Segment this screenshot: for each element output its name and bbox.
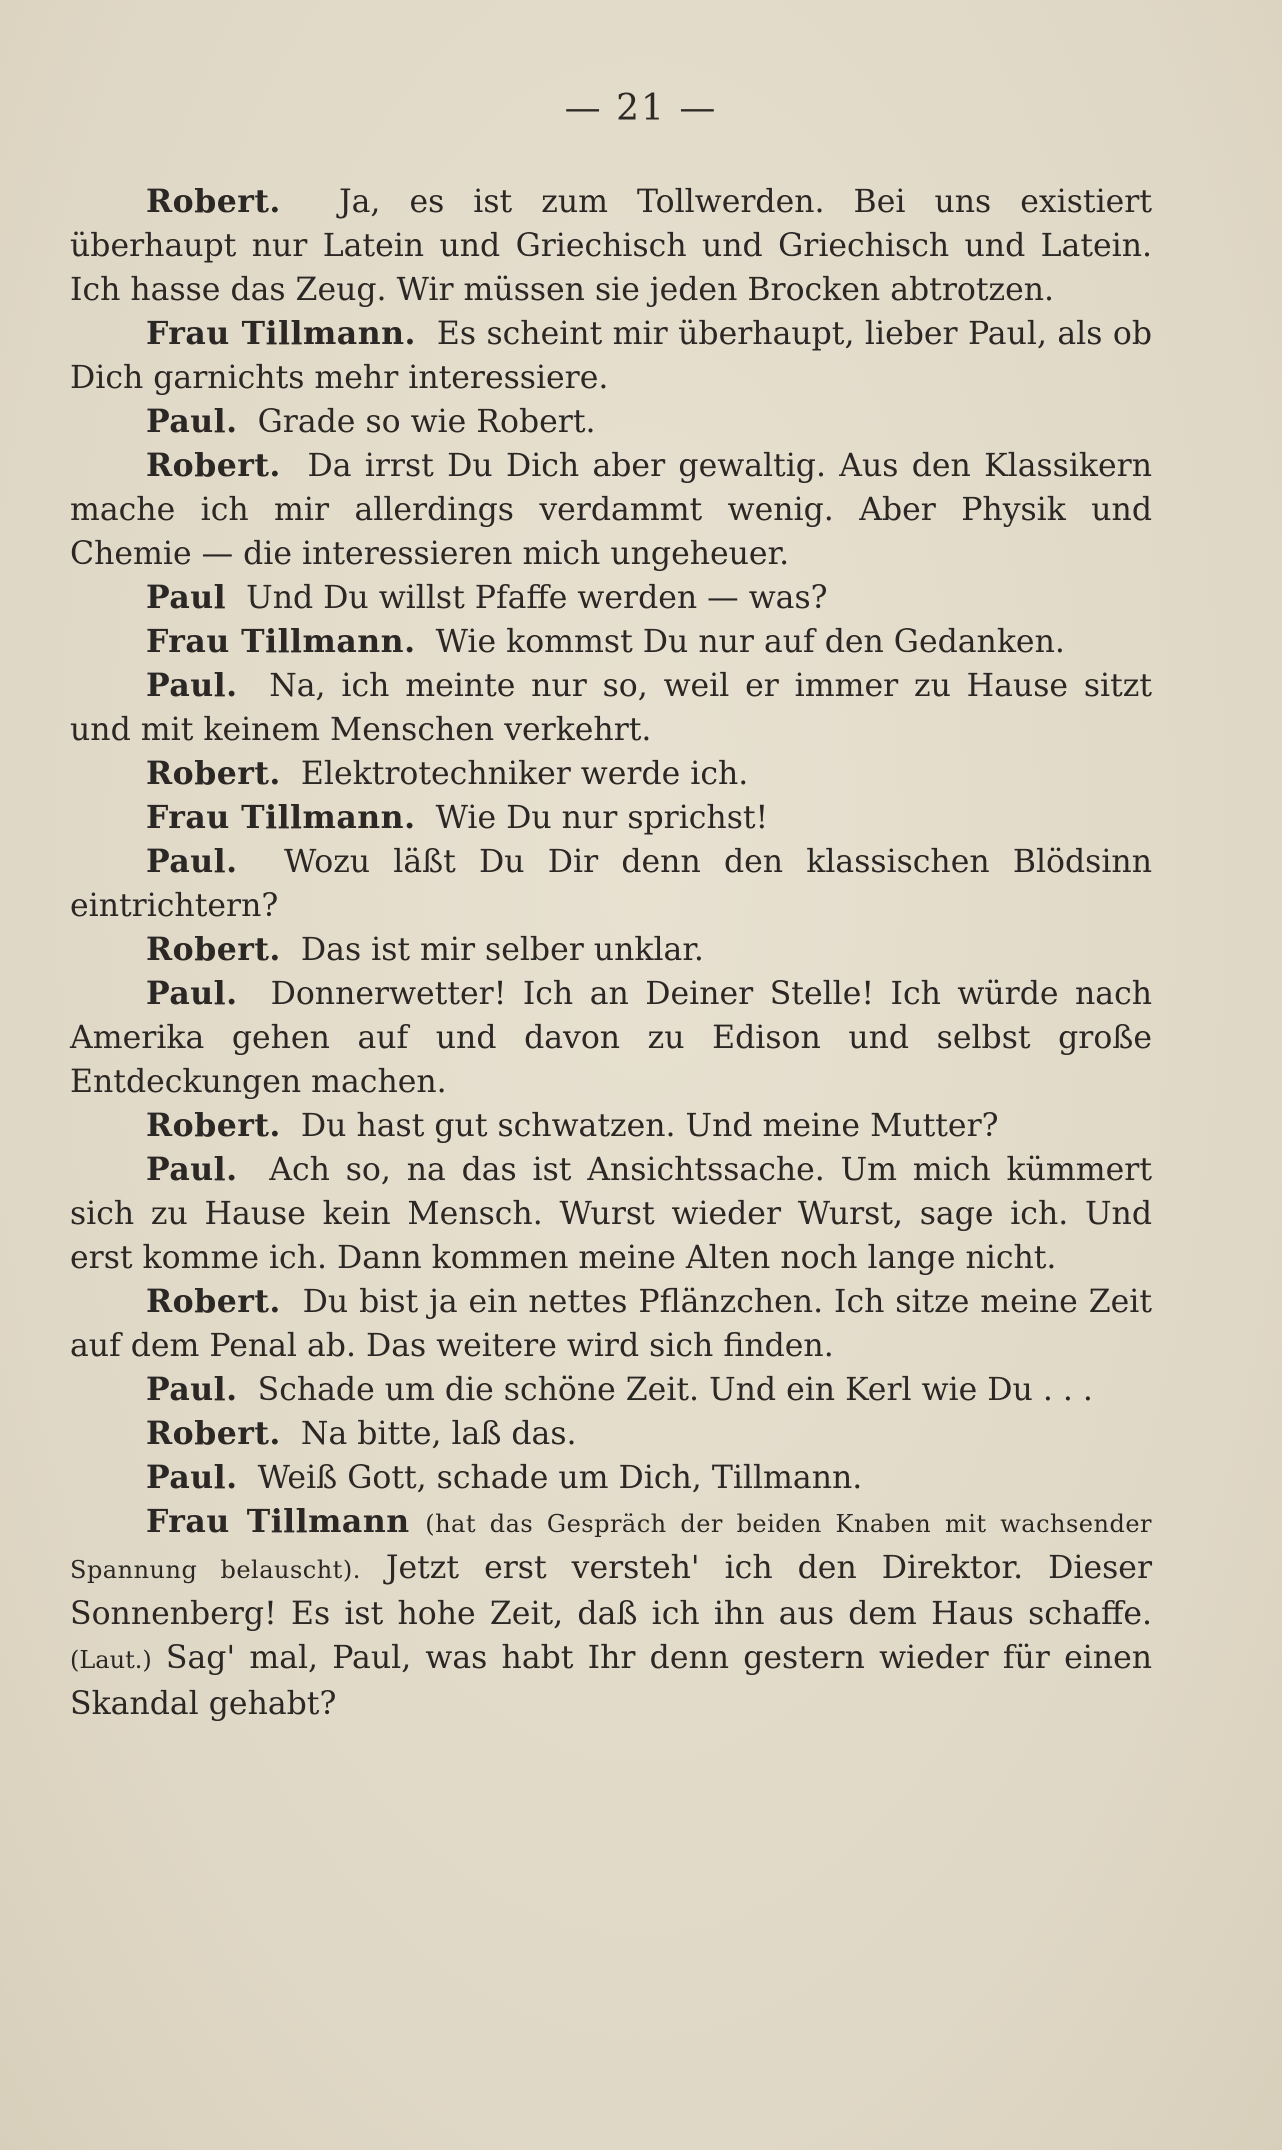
speaker-name: Frau Tillmann.	[146, 799, 416, 836]
speaker-name: Robert.	[146, 447, 281, 484]
dialogue-text: Schade um die schöne Zeit. Und ein Kerl wie Du . . .	[257, 1372, 1093, 1408]
play-text	[70, 180, 1152, 1726]
dialogue-line	[70, 444, 1152, 576]
speaker-name: Frau Tillmann	[146, 1503, 410, 1540]
speaker-name: Robert.	[146, 755, 281, 792]
dialogue-text: Wozu läßt Du Dir denn den klassischen Blödsinn eintrichtern?	[70, 844, 1152, 924]
dialogue-text: Das ist mir selber unklar.	[300, 932, 704, 968]
dialogue-text: Sag' mal, Paul, was habt Ihr denn gestern wieder für einen Skandal gehabt?	[70, 1640, 1152, 1722]
dialogue-text: Es scheint mir überhaupt, lieber Paul, als ob Dich garnichts mehr interessiere.	[70, 316, 1152, 396]
dialogue-text: Elektrotechniker werde ich.	[300, 756, 749, 792]
dialogue-line	[70, 840, 1152, 928]
dialogue-text: Wie kommst Du nur auf den Gedanken.	[435, 624, 1065, 660]
dialogue-text: Jetzt erst versteh' ich den Direktor. Dieser Sonnenberg! Es ist hohe Zeit, daß ich ihn aus dem Haus schaffe.	[70, 1550, 1153, 1632]
dialogue-line	[70, 620, 1152, 664]
dialogue-line	[70, 312, 1152, 400]
speaker-name: Paul.	[146, 975, 238, 1012]
dialogue-text: Du hast gut schwatzen. Und meine Mutter?	[300, 1108, 999, 1144]
dialogue-text: Du bist ja ein nettes Pflänzchen. Ich sitze meine Zeit auf dem Penal ab. Das weitere wird sich finden.	[70, 1284, 1152, 1364]
dialogue-line	[70, 1280, 1152, 1368]
speaker-name: Paul.	[146, 1371, 238, 1408]
speaker-name: Paul	[146, 579, 227, 616]
stage-direction: (hat das Gespräch der beiden Knaben mit wachsender Spannung belauscht).	[70, 1510, 1152, 1584]
speaker-name: Robert.	[146, 1107, 281, 1144]
dialogue-line	[70, 576, 1152, 620]
speaker-name: Robert.	[146, 1283, 281, 1320]
dialogue-text: Donnerwetter! Ich an Deiner Stelle! Ich würde nach Amerika gehen auf und davon zu Edison und selbst große Entdeckungen machen.	[70, 976, 1152, 1100]
speaker-name: Paul.	[146, 403, 238, 440]
speaker-name: Robert.	[146, 1415, 281, 1452]
speaker-name: Paul.	[146, 1151, 238, 1188]
dialogue-line	[70, 972, 1152, 1104]
speaker-name: Frau Tillmann.	[146, 315, 416, 352]
dialogue-line	[70, 928, 1152, 972]
dialogue-line	[70, 664, 1152, 752]
speaker-name: Paul.	[146, 1459, 238, 1496]
dialogue-line	[70, 1148, 1152, 1280]
speaker-name: Robert.	[146, 931, 281, 968]
aside-direction: (Laut.)	[70, 1646, 152, 1674]
dialogue-text: Grade so wie Robert.	[257, 404, 596, 440]
page-number: — 21 —	[564, 88, 718, 129]
dialogue-text: Ach so, na das ist Ansichtssache. Um mich kümmert sich zu Hause kein Mensch. Wurst wieder Wurst, sage ich. Und erst komme ich. Dann kommen meine Alten noch lange nicht.	[70, 1152, 1152, 1276]
dialogue-text: Weiß Gott, schade um Dich, Tillmann.	[257, 1460, 863, 1496]
dialogue-text: Und Du willst Pfaffe werden — was?	[246, 580, 828, 616]
dialogue-text: Na, ich meinte nur so, weil er immer zu Hause sitzt und mit keinem Menschen verkehrt.	[70, 668, 1152, 748]
dialogue-line-final	[70, 1500, 1152, 1726]
dialogue-line	[70, 1456, 1152, 1500]
speaker-name: Robert.	[146, 183, 281, 220]
dialogue-line	[70, 1368, 1152, 1412]
dialogue-text: Da irrst Du Dich aber gewaltig. Aus den Klassikern mache ich mir allerdings verdammt wenig. Aber Physik und Chemie — die interessieren mich ungeheuer.	[70, 448, 1152, 572]
dialogue-text: Wie Du nur sprichst!	[435, 800, 769, 836]
dialogue-line	[70, 1412, 1152, 1456]
dialogue-line	[70, 400, 1152, 444]
dialogue-text: Na bitte, laß das.	[300, 1416, 577, 1452]
speaker-name: Paul.	[146, 843, 238, 880]
dialogue-line	[70, 1104, 1152, 1148]
dialogue-line	[70, 796, 1152, 840]
dialogue-line	[70, 752, 1152, 796]
dialogue-line	[70, 180, 1152, 312]
dialogue-text: Ja, es ist zum Tollwerden. Bei uns existiert überhaupt nur Latein und Griechisch und Griechisch und Latein. Ich hasse das Zeug. Wir müssen sie jeden Brocken abtrotzen.	[70, 184, 1152, 308]
speaker-name: Paul.	[146, 667, 238, 704]
speaker-name: Frau Tillmann.	[146, 623, 416, 660]
